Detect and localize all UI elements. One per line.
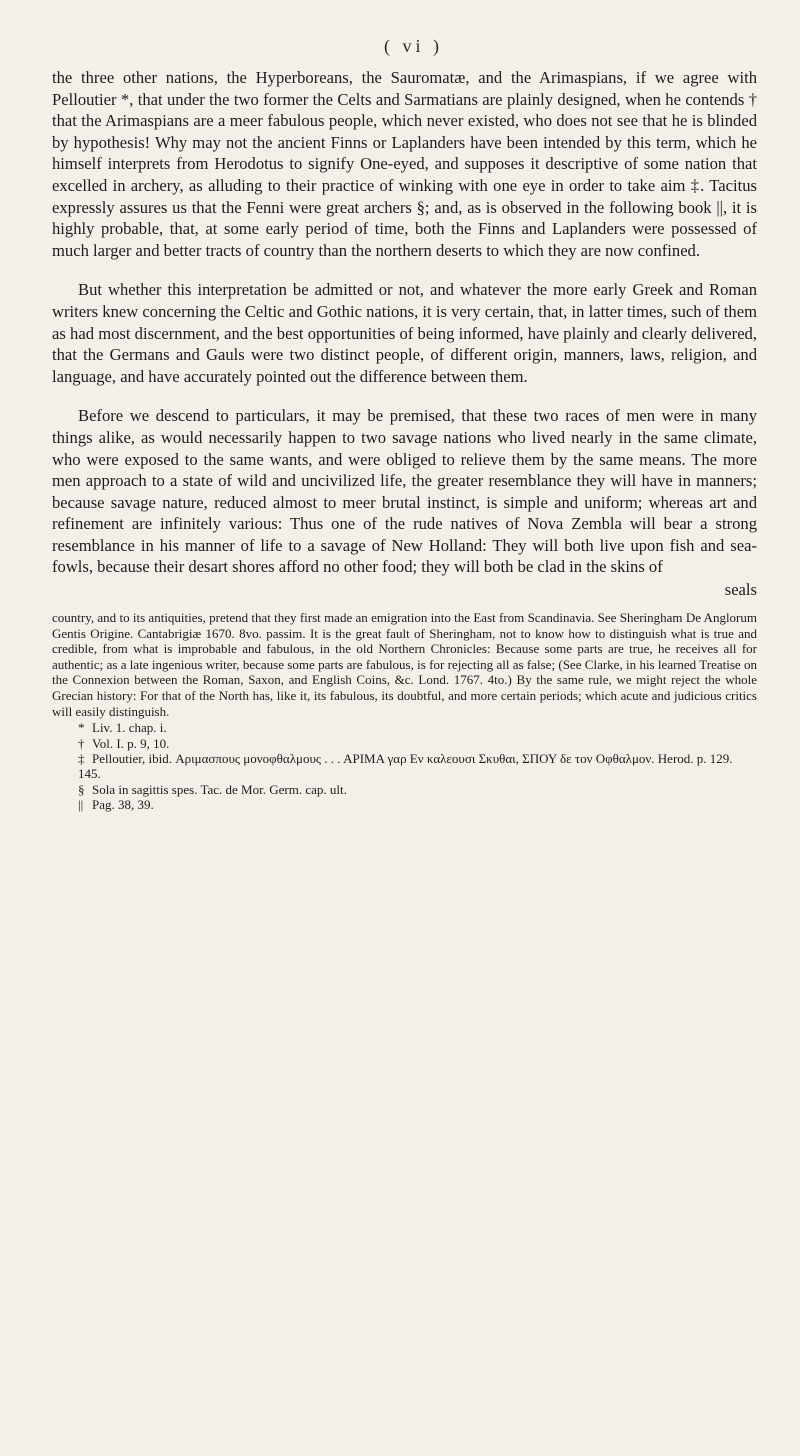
- footnote: [78, 736, 757, 751]
- footnote-mark: §: [78, 781, 85, 797]
- footnote-mark: *: [78, 720, 85, 736]
- book-page: [52, 36, 757, 813]
- catchword: seals: [724, 580, 757, 600]
- footnote: [78, 720, 757, 735]
- footnote-text: Sola in sagittis spes. Tac. de Mor. Germ. cap. ult.: [92, 781, 347, 797]
- footnote-mark: ‡: [78, 751, 85, 767]
- footnote-text: Pelloutier, ibid. Αριμασπους μονοφθαλμους . . . ΑΡΙΜΑ γαρ Εν καλεουσι Σκυθαι, ΣΠΟΥ δε τον Οφθαλμον. Herod. p. 129. 145.: [78, 751, 733, 782]
- footnote-text: Liv. 1. chap. i.: [92, 720, 167, 736]
- paragraph-1: the three other nations, the Hyperboreans, the Sauromatæ, and the Arimaspians, if we agree with Pelloutier *, that under the two former the Celts and Sarmatians are plainly designed, when he contends † that the Arimaspians are a meer fabulous people, which never existed, who does not see that he is blinded by hypothesis! Why may not the ancient Finns or Laplanders have been intended by this term, which he himself interprets from Herodotus to signify One-eyed, and supposes it descriptive of some nation that excelled in archery, as alluding to their practice of winking with one eye in order to take aim ‡. Tacitus expressly assures us that the Fenni were great archers §; and, as is observed in the following book ||, it is highly probable, that, at some early period of time, both the Finns and Laplanders were possessed of much larger and better tracts of country than the northern deserts to which they are now confined.: [52, 68, 757, 260]
- footnote: [78, 782, 757, 797]
- footnote-continuation: country, and to its antiquities, pretend that they first made an emigration into the East from Scandinavia. See Sheringham De Anglorum Gentis Origine. Cantabrigiæ 1670. 8vo. passim. It is the great fault of Sheringham, not to know how to distinguish what is true and credible, from what is improbable and fabulous, in the old Northern Chronicles: Because some parts are true, he receives all for authentic; as a late ingenious writer, because some parts are fabulous, is for rejecting all as false; (See Clarke, in his learned Treatise on the Connexion between the Roman, Saxon, and English Coins, &c. Lond. 1767. 4to.) By the same rule, we might reject the whole Grecian history: For that of the North has, like it, its fabulous, its doubtful, and more certain periods; which acute and judicious critics will easily distinguish.: [52, 610, 757, 719]
- paragraph-3: Before we descend to particulars, it may be premised, that these two races of men were in many things alike, as would necessarily happen to two savage nations who lived nearly in the same climate, who were exposed to the same wants, and were obliged to relieve them by the same means. The more men approach to a state of wild and uncivilized life, the greater resemblance they will have in manners; because savage nature, reduced almost to meer brutal instinct, is simple and uniform; whereas art and refinement are infinitely various: Thus one of the rude natives of Nova Zembla will bear a strong resemblance in his manner of life to a savage of New Holland: They will both live upon fish and sea-fowls, because their desart shores afford no other food; they will both be clad in the skins of: [52, 406, 757, 577]
- footnote: [78, 797, 757, 812]
- footnote-text: Vol. I. p. 9, 10.: [92, 735, 170, 751]
- footnote-mark: ||: [78, 797, 84, 813]
- footnote-mark: †: [78, 735, 85, 751]
- footnote-text: Pag. 38, 39.: [92, 797, 154, 813]
- main-text: [52, 67, 757, 600]
- page-number: ( vi ): [384, 36, 443, 56]
- footnotes: [52, 610, 757, 813]
- footnote: [78, 751, 757, 782]
- paragraph-2: But whether this interpretation be admitted or not, and whatever the more early Greek and Roman writers knew concerning the Celtic and Gothic nations, it is very certain, that, in latter times, such of them as had most discernment, and the best opportunities of being informed, have plainly and clearly delivered, that the Germans and Gauls were two distinct people, of different origin, manners, laws, religion, and language, and have accurately pointed out the difference between them.: [52, 280, 757, 386]
